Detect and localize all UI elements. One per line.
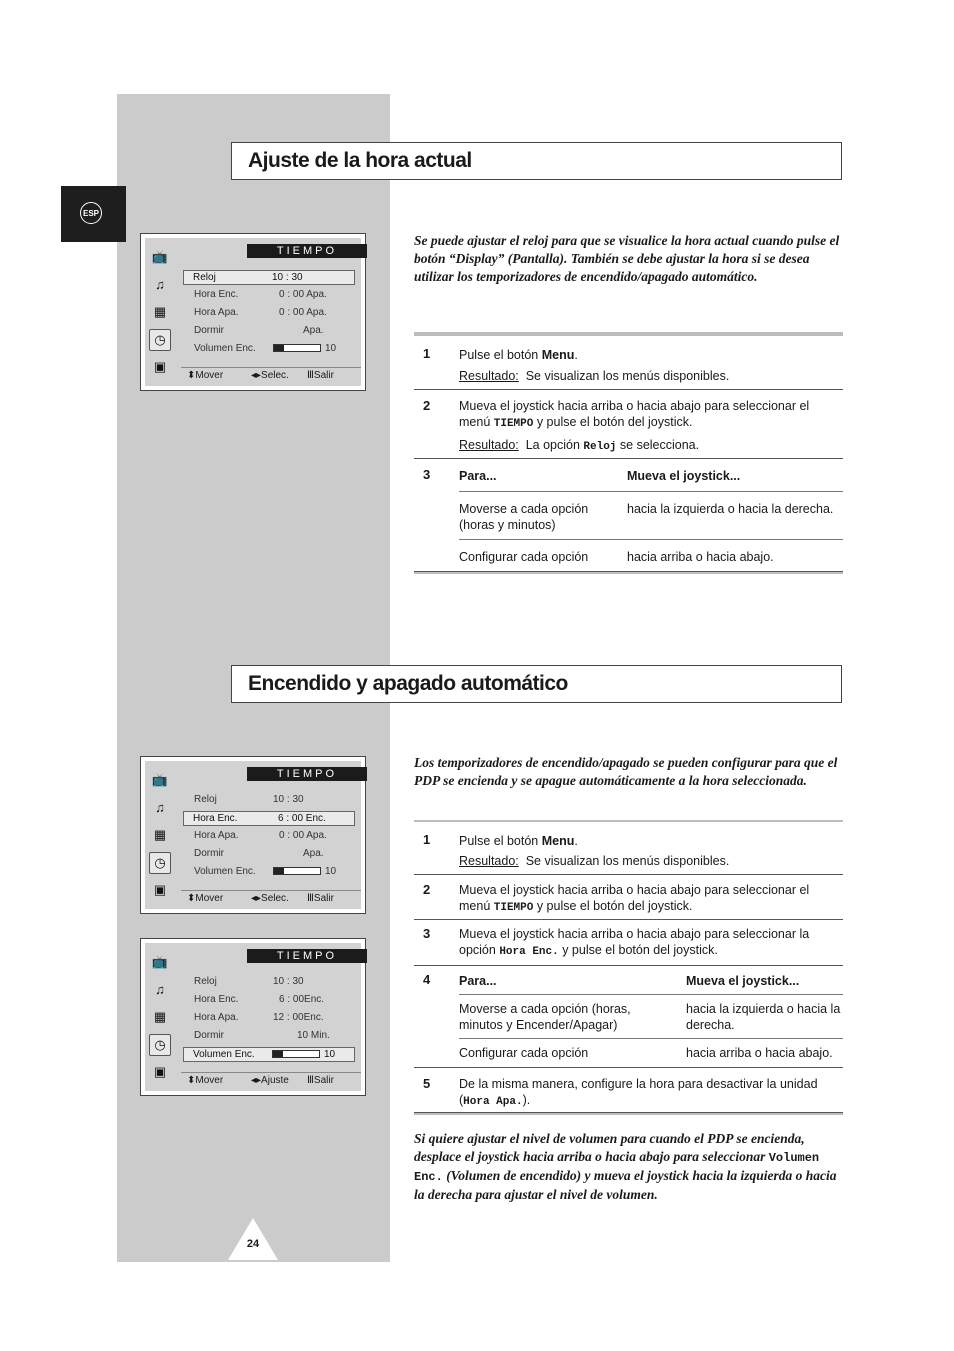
step-3: 3 Mueva el joystick hacia arriba o hacia abajo para seleccionar la opción Hora Enc. y pulse el botón del joystick. [414,920,843,966]
osd-title: TIEMPO [247,244,367,258]
tv-picture-icon: 📺 [151,772,169,787]
osd-row-reloj: Reloj 10 : 30 [194,794,304,805]
osd-footer [181,890,361,907]
exit-hint: Ⅲ Salir [307,893,334,904]
osd-menu-tiempo-3 [140,938,366,1096]
step-5: 5 De la misma manera, configure la hora para desactivar la unidad (Hora Apa.). [414,1068,843,1113]
move-hint: ⬍ Mover [187,893,224,904]
osd-panel [145,943,361,1091]
osd-row-dormir: Dormir Apa. [194,325,324,336]
volume-note: Si quiere ajustar el nivel de volumen para cuando el PDP se encienda, desplace el joystick hacia arriba o hacia abajo para seleccionar Volumen Enc. (Volumen de encendido) y mueva el joystick hacia la izquierda o hacia la derecha para ajustar el nivel de volumen. [414,1131,837,1202]
osd-icon-column [149,951,173,1089]
osd-menu-tiempo-2 [140,756,366,914]
step-1: 1 Pulse el botón Menu. Resultado: Se visualizan los menús disponibles. [414,336,843,390]
step-1: 1 Pulse el botón Menu. Resultado: Se visualizan los menús disponibles. [414,822,843,875]
tv-picture-icon: 📺 [151,954,169,969]
section2-steps [414,820,843,1115]
exit-hint: Ⅲ Salir [307,370,334,381]
adjust-hint: ◂▸ Ajuste [251,1075,289,1086]
step-3: 3 Para... Mueva el joystick... Moverse a cada opción (horas y minutos) hacia la izquierda o hacia la derecha. Configurar cada opción hacia arriba o hacia abajo. [414,459,843,572]
section1-intro: Se puede ajustar el reloj para que se visualice la hora actual cuando pulse el botón “Display” (Pantalla). También se debe ajustar la hora si se desea utilizar los temporizadores de encendido/apagado automático. [414,233,840,284]
osd-title: TIEMPO [247,767,367,781]
osd-icon-column [149,246,173,384]
language-badge: ESP [80,202,102,224]
osd-row-hora-apa: Hora Apa. 0 : 00 Apa. [194,830,327,841]
volume-bar [272,1050,320,1058]
exit-hint: Ⅲ Salir [307,1075,334,1086]
clock-icon: ◷ [149,852,171,874]
sound-icon: ♫ [155,800,165,815]
osd-row-hora-enc: Hora Enc. 0 : 00 Apa. [194,289,327,300]
osd-row-volumen-enc: Volumen Enc. 10 [194,343,337,354]
section-title-current-time: Ajuste de la hora actual [231,142,842,180]
channel-icon: ▦ [153,1009,167,1024]
osd-footer [181,1072,361,1089]
volume-bar [273,867,321,875]
osd-panel [145,238,361,386]
step-4: 4 Para... Mueva el joystick... Moverse a cada opción (horas, minutos y Encender/Apagar) hacia la izquierda o hacia la derecha. Configurar cada opción hacia arriba o hacia abajo. [414,966,843,1068]
osd-menu-tiempo-1 [140,233,366,391]
volume-bar [273,344,321,352]
step-2: 2 Mueva el joystick hacia arriba o hacia abajo para seleccionar el menú TIEMPO y pulse el botón del joystick. Resultado: La opción Reloj se selecciona. [414,390,843,459]
section-title-auto-onoff: Encendido y apagado automático [231,665,842,703]
osd-row-hora-enc: Hora Enc. 6 : 00 Enc. [183,811,355,826]
setup-icon: ▣ [153,359,167,374]
osd-row-dormir: Dormir 10 Min. [194,1030,330,1041]
osd-panel [145,761,361,909]
clock-icon: ◷ [149,1034,171,1056]
tv-picture-icon: 📺 [151,249,169,264]
osd-row-volumen-enc: Volumen Enc. 10 [194,866,337,877]
move-hint: ⬍ Mover [187,1075,224,1086]
osd-footer [181,367,361,384]
osd-row-hora-apa: Hora Apa. 12 : 00Enc. [194,1012,324,1023]
sound-icon: ♫ [155,982,165,997]
osd-row-hora-apa: Hora Apa. 0 : 00 Apa. [194,307,327,318]
section2-intro: Los temporizadores de encendido/apagado se pueden configurar para que el PDP se encienda y se apague automáticamente a la hora seleccionada. [414,755,838,788]
select-hint: ◂▸ Selec. [251,370,289,381]
page-number: 24 [246,1238,260,1250]
clock-icon: ◷ [149,329,171,351]
section1-steps [414,332,843,574]
setup-icon: ▣ [153,1064,167,1079]
osd-row-reloj: Reloj 10 : 30 [194,976,304,987]
channel-icon: ▦ [153,827,167,842]
osd-title: TIEMPO [247,949,367,963]
step-2: 2 Mueva el joystick hacia arriba o hacia abajo para seleccionar el menú TIEMPO y pulse el botón del joystick. [414,875,843,920]
osd-row-reloj: Reloj 10 : 30 [183,270,355,285]
osd-row-dormir: Dormir Apa. [194,848,324,859]
osd-row-volumen-enc: Volumen Enc. 10 [183,1047,355,1062]
move-hint: ⬍ Mover [187,370,224,381]
setup-icon: ▣ [153,882,167,897]
select-hint: ◂▸ Selec. [251,893,289,904]
sound-icon: ♫ [155,277,165,292]
osd-row-hora-enc: Hora Enc. 6 : 00Enc. [194,994,325,1005]
channel-icon: ▦ [153,304,167,319]
osd-icon-column [149,769,173,907]
